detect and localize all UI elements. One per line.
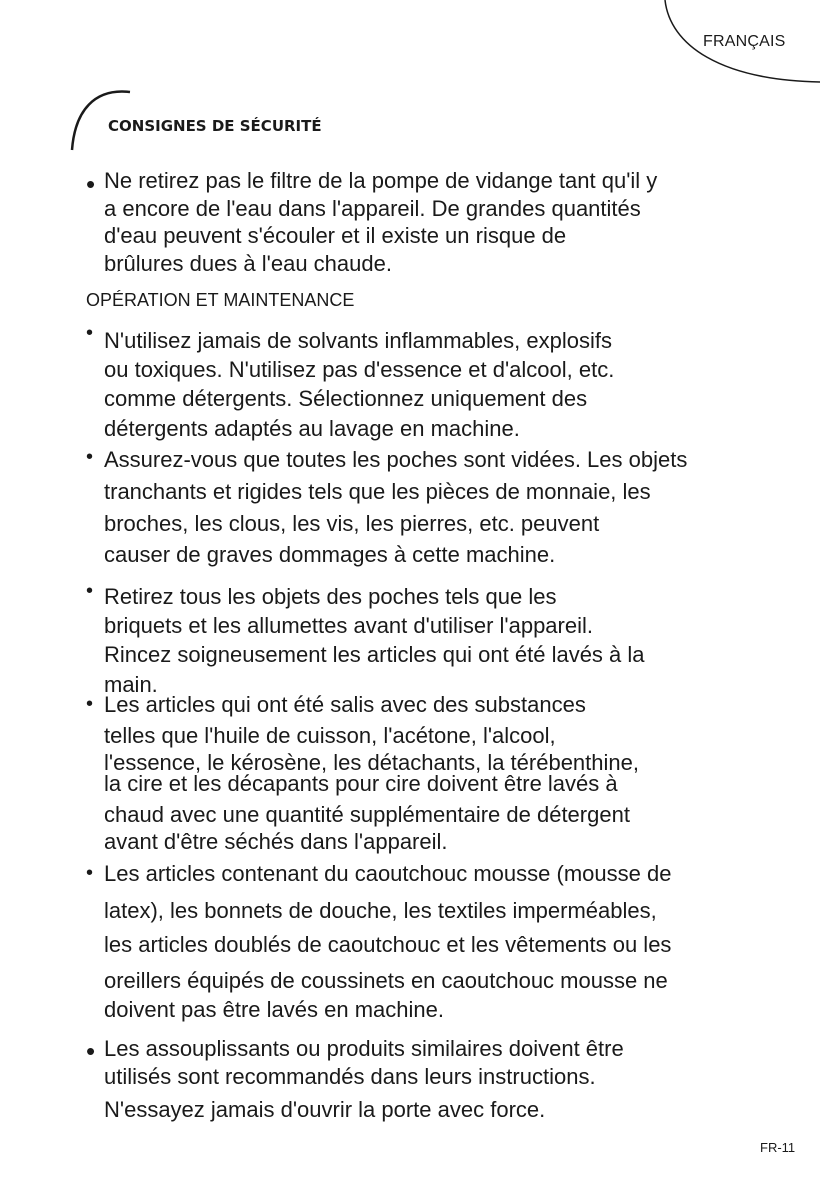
section-title: CONSIGNES DE SÉCURITÉ xyxy=(108,117,322,135)
bullet-dot: • xyxy=(86,862,94,884)
page-number: FR-11 xyxy=(760,1140,796,1155)
text-line: a encore de l'eau dans l'appareil. De grandes quantités xyxy=(104,196,641,221)
subheading-operation-maintenance: OPÉRATION ET MAINTENANCE xyxy=(86,290,355,310)
bullet-dot: • xyxy=(86,693,94,715)
text-line: avant d'être séchés dans l'appareil. xyxy=(104,829,448,854)
text-line: causer de graves dommages à cette machine. xyxy=(104,542,556,567)
text-line: utilisés sont recommandés dans leurs instructions. xyxy=(104,1064,596,1089)
text-line: main. xyxy=(104,672,158,697)
text-line: l'essence, le kérosène, les détachants, la térébenthine, xyxy=(104,750,639,775)
text-line: Les articles qui ont été salis avec des substances xyxy=(104,692,586,717)
bullet-dot: • xyxy=(86,169,96,199)
text-line: la cire et les décapants pour cire doivent être lavés à xyxy=(104,771,618,796)
text-line: telles que l'huile de cuisson, l'acétone, l'alcool, xyxy=(104,723,556,748)
bullet-dot: • xyxy=(86,322,94,344)
bullet-dot: • xyxy=(86,580,94,602)
text-line: broches, les clous, les vis, les pierres, etc. peuvent xyxy=(104,511,600,536)
text-line: N'essayez jamais d'ouvrir la porte avec force. xyxy=(104,1097,546,1122)
text-line: tranchants et rigides tels que les pièces de monnaie, les xyxy=(104,479,651,504)
text-line: doivent pas être lavés en machine. xyxy=(104,997,444,1022)
language-label: FRANÇAIS xyxy=(703,33,786,50)
text-line: Les articles contenant du caoutchouc mousse (mousse de xyxy=(104,861,672,886)
bullet-dot: • xyxy=(86,446,94,468)
text-line: Assurez-vous que toutes les poches sont vidées. Les objets xyxy=(104,447,688,472)
text-line: détergents adaptés au lavage en machine. xyxy=(104,416,520,441)
text-line: N'utilisez jamais de solvants inflammables, explosifs xyxy=(104,328,612,353)
text-line: Rincez soigneusement les articles qui ont été lavés à la xyxy=(104,642,645,667)
text-line: oreillers équipés de coussinets en caoutchouc mousse ne xyxy=(104,968,668,993)
text-line: brûlures dues à l'eau chaude. xyxy=(104,251,392,276)
text-line: ou toxiques. N'utilisez pas d'essence et d'alcool, etc. xyxy=(104,357,615,382)
text-line: latex), les bonnets de douche, les textiles imperméables, xyxy=(104,898,657,923)
text-line: Les assouplissants ou produits similaires doivent être xyxy=(104,1036,624,1061)
text-line: briquets et les allumettes avant d'utiliser l'appareil. xyxy=(104,613,593,638)
text-line: chaud avec une quantité supplémentaire de détergent xyxy=(104,802,630,827)
bullet-dot: • xyxy=(86,1036,96,1066)
text-line: Ne retirez pas le filtre de la pompe de vidange tant qu'il y xyxy=(104,168,658,193)
text-line: Retirez tous les objets des poches tels que les xyxy=(104,584,557,609)
text-line: les articles doublés de caoutchouc et les vêtements ou les xyxy=(104,932,672,957)
text-line: comme détergents. Sélectionnez uniquement des xyxy=(104,386,588,411)
text-line: d'eau peuvent s'écouler et il existe un risque de xyxy=(104,223,567,248)
